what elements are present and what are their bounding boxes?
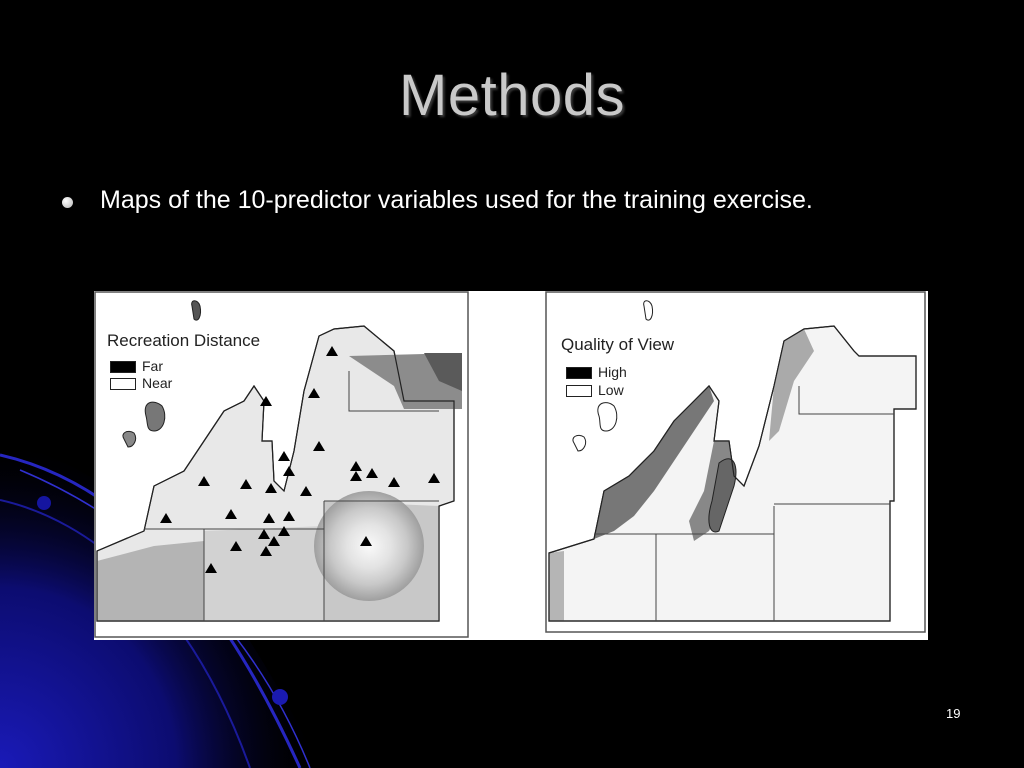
legend-label-high: High [598, 364, 627, 380]
maps-figure [94, 291, 928, 640]
legend-item-far [110, 358, 163, 374]
legend-label-near: Near [142, 375, 173, 391]
legend-swatch-far [110, 361, 136, 373]
legend-swatch-near [110, 378, 136, 390]
bullet-dot-icon [62, 197, 73, 208]
legend-item-low [566, 382, 624, 398]
recreation-distance-title: Recreation Distance [107, 331, 261, 350]
quality-of-view-title: Quality of View [561, 335, 675, 354]
page-number: 19 [946, 706, 961, 721]
bullet-text: Maps of the 10-predictor variables used for the training exercise. [100, 186, 813, 214]
slide-title: Methods [399, 63, 625, 128]
legend-swatch-low [566, 385, 592, 397]
legend-item-high [566, 364, 627, 380]
legend-swatch-high [566, 367, 592, 379]
legend-item-near [110, 375, 172, 391]
legend-label-far: Far [142, 358, 163, 374]
legend-label-low: Low [598, 382, 624, 398]
